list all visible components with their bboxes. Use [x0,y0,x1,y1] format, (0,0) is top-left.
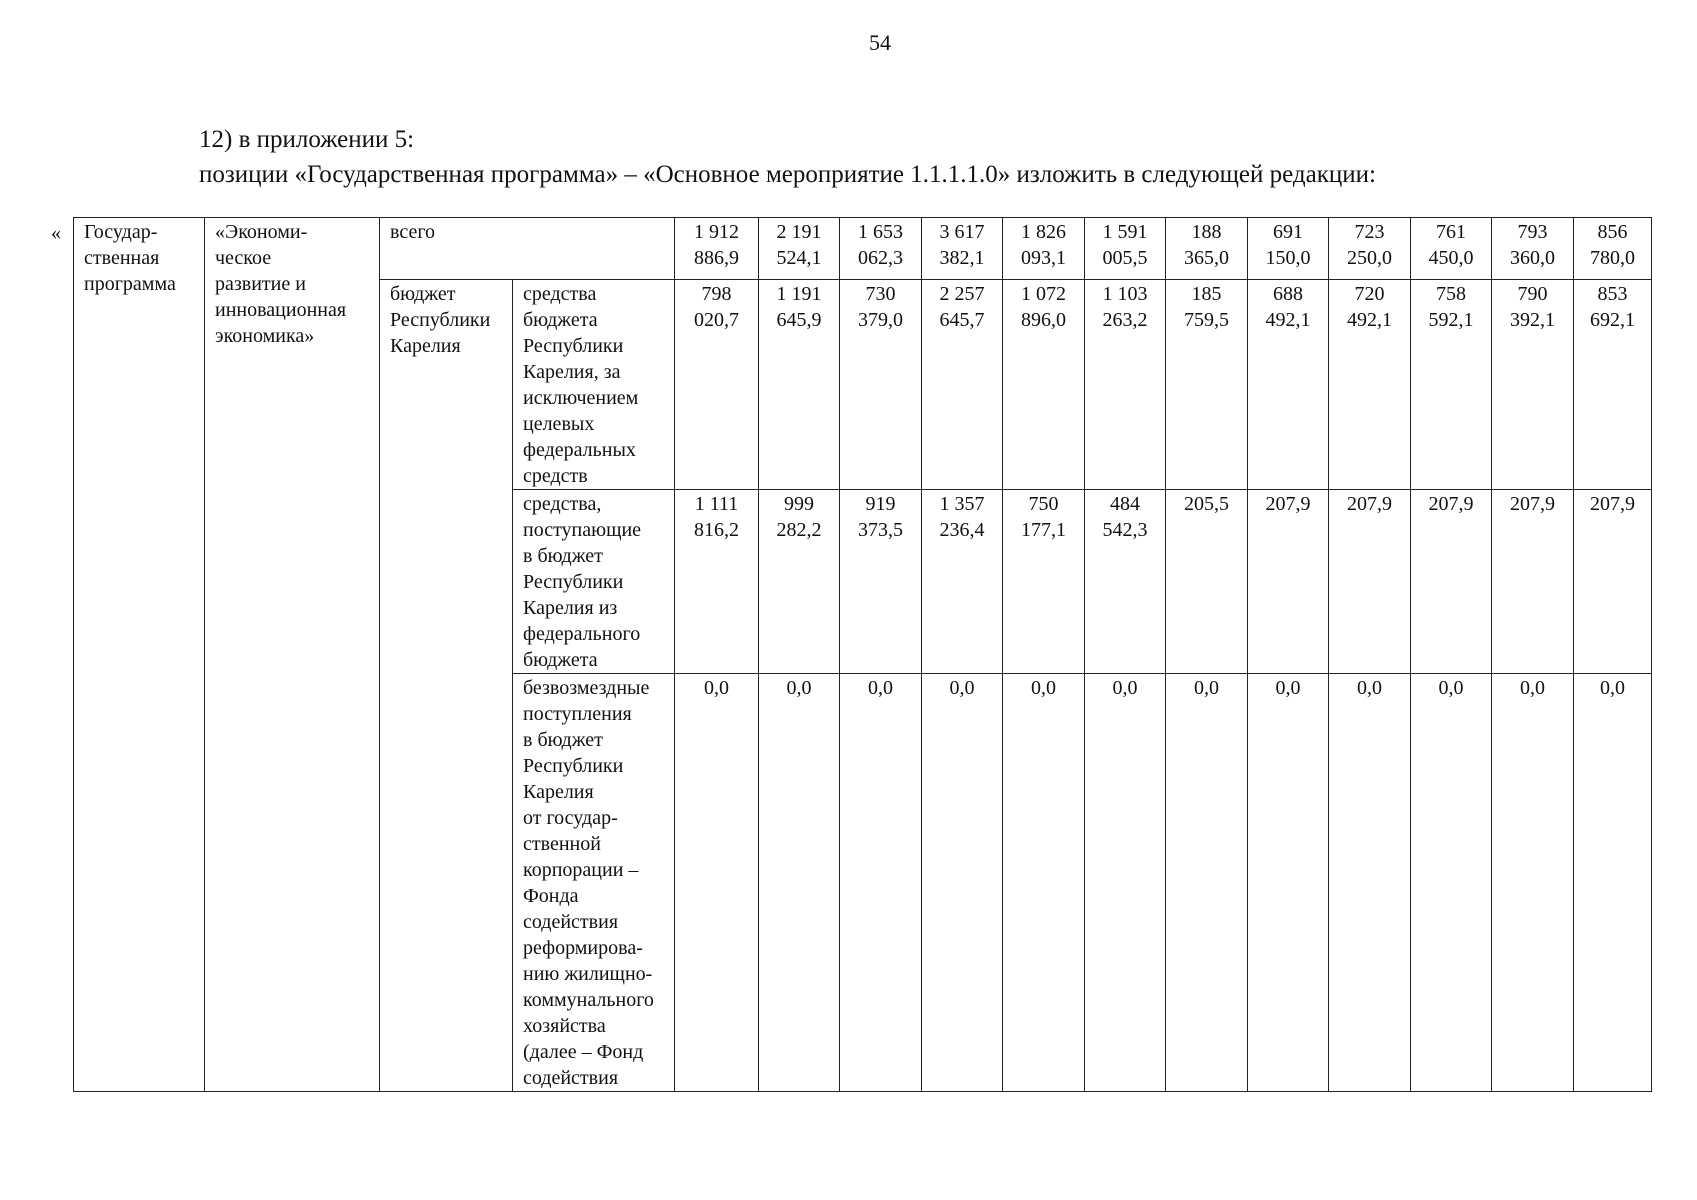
value-cell: 1 357 236,4 [922,490,1003,674]
opening-quote: « [51,222,61,244]
value-cell: 205,5 [1166,490,1248,674]
value-cell: 919 373,5 [840,490,922,674]
value-cell: 0,0 [1574,674,1652,1092]
intro-line-1: 12) в приложении 5: [199,126,415,153]
value-cell: 793 360,0 [1492,218,1574,280]
page-number: 54 [869,30,891,55]
budget-table [73,217,1652,1092]
value-cell: 0,0 [1248,674,1329,1092]
value-cell: 1 826 093,1 [1003,218,1085,280]
value-cell: 790 392,1 [1492,280,1574,490]
value-cell: 0,0 [759,674,840,1092]
value-cell: 723 250,0 [1329,218,1411,280]
value-cell: 758 592,1 [1411,280,1492,490]
value-cell: 207,9 [1329,490,1411,674]
value-cell: 798 020,7 [675,280,759,490]
status-cell: Государ- ственная программа [74,218,205,1092]
row-label-cell: средства, поступающие в бюджет Республики Карелия из федерального бюджета [513,490,675,674]
value-cell: 761 450,0 [1411,218,1492,280]
value-cell: 0,0 [1003,674,1085,1092]
intro-line-2: позиции «Государственная программа» – «Основное мероприятие 1.1.1.1.0» изложить в следующей редакции: [199,161,1376,188]
value-cell: 188 365,0 [1166,218,1248,280]
row-label-cell: средства бюджета Республики Карелия, за исключением целевых федеральных средств [513,280,675,490]
source-cell: бюджет Республики Карелия [380,280,513,1092]
value-cell: 1 653 062,3 [840,218,922,280]
value-cell: 730 379,0 [840,280,922,490]
value-cell: 0,0 [1411,674,1492,1092]
value-cell: 1 591 005,5 [1085,218,1166,280]
program-name-cell: «Экономи- ческое развитие и инновационная экономика» [205,218,380,1092]
value-cell: 0,0 [1329,674,1411,1092]
value-cell: 0,0 [1085,674,1166,1092]
value-cell: 207,9 [1411,490,1492,674]
value-cell: 484 542,3 [1085,490,1166,674]
value-cell: 688 492,1 [1248,280,1329,490]
row-label-cell: безвозмездные поступления в бюджет Республики Карелия от государ- ственной корпорации – Фонда содействия реформирова- нию жилищно- коммунального хозяйства (далее – Фонд содействия [513,674,675,1092]
value-cell: 853 692,1 [1574,280,1652,490]
value-cell: 856 780,0 [1574,218,1652,280]
value-cell: 1 111 816,2 [675,490,759,674]
value-cell: 0,0 [1166,674,1248,1092]
value-cell: 207,9 [1492,490,1574,674]
value-cell: 1 912 886,9 [675,218,759,280]
value-cell: 750 177,1 [1003,490,1085,674]
value-cell: 1 072 896,0 [1003,280,1085,490]
value-cell: 999 282,2 [759,490,840,674]
value-cell: 3 617 382,1 [922,218,1003,280]
table-row [74,218,1652,280]
value-cell: 2 257 645,7 [922,280,1003,490]
value-cell: 0,0 [675,674,759,1092]
value-cell: 0,0 [922,674,1003,1092]
value-cell: 2 191 524,1 [759,218,840,280]
value-cell: 691 150,0 [1248,218,1329,280]
value-cell: 1 103 263,2 [1085,280,1166,490]
value-cell: 720 492,1 [1329,280,1411,490]
value-cell: 0,0 [840,674,922,1092]
value-cell: 0,0 [1492,674,1574,1092]
value-cell: 1 191 645,9 [759,280,840,490]
row-label-cell: всего [380,218,675,280]
intro-text [199,122,1376,192]
value-cell: 207,9 [1248,490,1329,674]
value-cell: 207,9 [1574,490,1652,674]
value-cell: 185 759,5 [1166,280,1248,490]
